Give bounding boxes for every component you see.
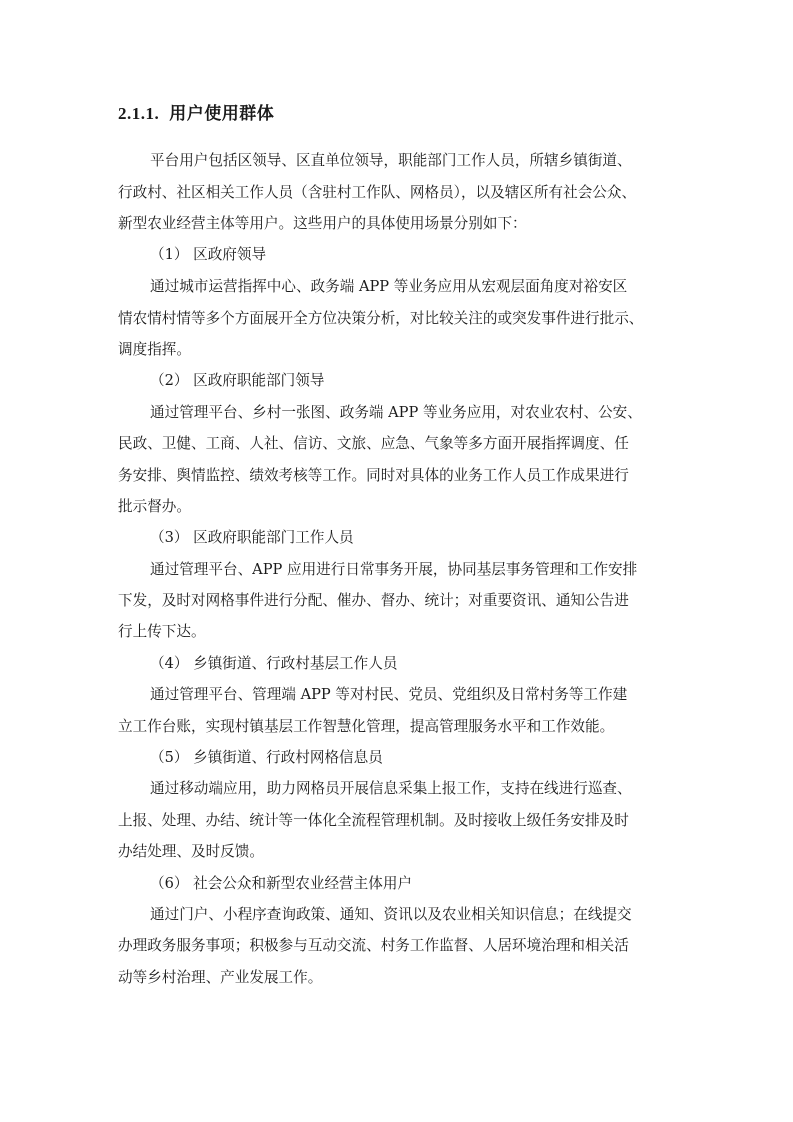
group-line: 民政、卫健、工商、人社、信访、文旅、应急、气象等多方面开展指挥调度、任 — [118, 435, 629, 452]
group-line: 情农情村情等多个方面展开全方位决策分析，对比较关注的或突发事件进行批示、 — [118, 310, 644, 327]
group-line: 行上传下达。 — [118, 623, 206, 640]
group-line: 批示督办。 — [118, 498, 191, 515]
group-line: 上报、处理、办结、统计等一体化全流程管理机制。及时接收上级任务安排及时 — [118, 812, 629, 829]
group-heading: （2） 区政府职能部门领导 — [150, 372, 325, 389]
group-line: 通过管理平台、APP 应用进行日常事务开展，协同基层事务管理和工作安排 — [150, 561, 638, 578]
group-heading: （6） 社会公众和新型农业经营主体用户 — [150, 875, 413, 892]
group-line: 办理政务服务事项；积极参与互动交流、村务工作监督、人居环境治理和相关活 — [118, 937, 629, 954]
group-heading: （4） 乡镇街道、行政村基层工作人员 — [150, 655, 398, 672]
group-line: 通过移动端应用，助力网格员开展信息采集上报工作，支持在线进行巡查、 — [150, 780, 632, 797]
group-line: 立工作台账，实现村镇基层工作智慧化管理，提高管理服务水平和工作效能。 — [118, 718, 615, 735]
section-title: 用户使用群体 — [169, 104, 275, 124]
group-line: 通过管理平台、乡村一张图、政务端 APP 等业务应用，对农业农村、公安、 — [150, 404, 642, 421]
group-heading: （5） 乡镇街道、行政村网格信息员 — [150, 749, 383, 766]
group-line: 办结处理、及时反馈。 — [118, 843, 264, 860]
intro-line: 平台用户包括区领导、区直单位领导，职能部门工作人员，所辖乡镇街道、 — [150, 152, 632, 169]
group-line: 动等乡村治理、产业发展工作。 — [118, 969, 323, 986]
intro-line: 行政村、社区相关工作人员（含驻村工作队、网格员），以及辖区所有社会公众、 — [118, 184, 637, 201]
group-heading: （1） 区政府领导 — [150, 246, 267, 263]
group-line: 通过城市运营指挥中心、政务端 APP 等业务应用从宏观层面角度对裕安区 — [150, 278, 628, 295]
group-line: 务安排、舆情监控、绩效考核等工作。同时对具体的业务工作人员工作成果进行 — [118, 467, 629, 484]
intro-line: 新型农业经营主体等用户。这些用户的具体使用场景分别如下： — [118, 215, 527, 232]
group-line: 下发，及时对网格事件进行分配、催办、督办、统计；对重要资讯、通知公告进 — [118, 592, 629, 609]
group-line: 通过管理平台、管理端 APP 等对村民、党员、党组织及日常村务等工作建 — [150, 686, 628, 703]
section-number: 2.1.1. — [118, 104, 160, 123]
group-line: 通过门户、小程序查询政策、通知、资讯以及农业相关知识信息；在线提交 — [150, 906, 632, 923]
group-line: 调度指挥。 — [118, 341, 191, 358]
group-heading: （3） 区政府职能部门工作人员 — [150, 529, 354, 546]
section-heading — [118, 99, 274, 124]
